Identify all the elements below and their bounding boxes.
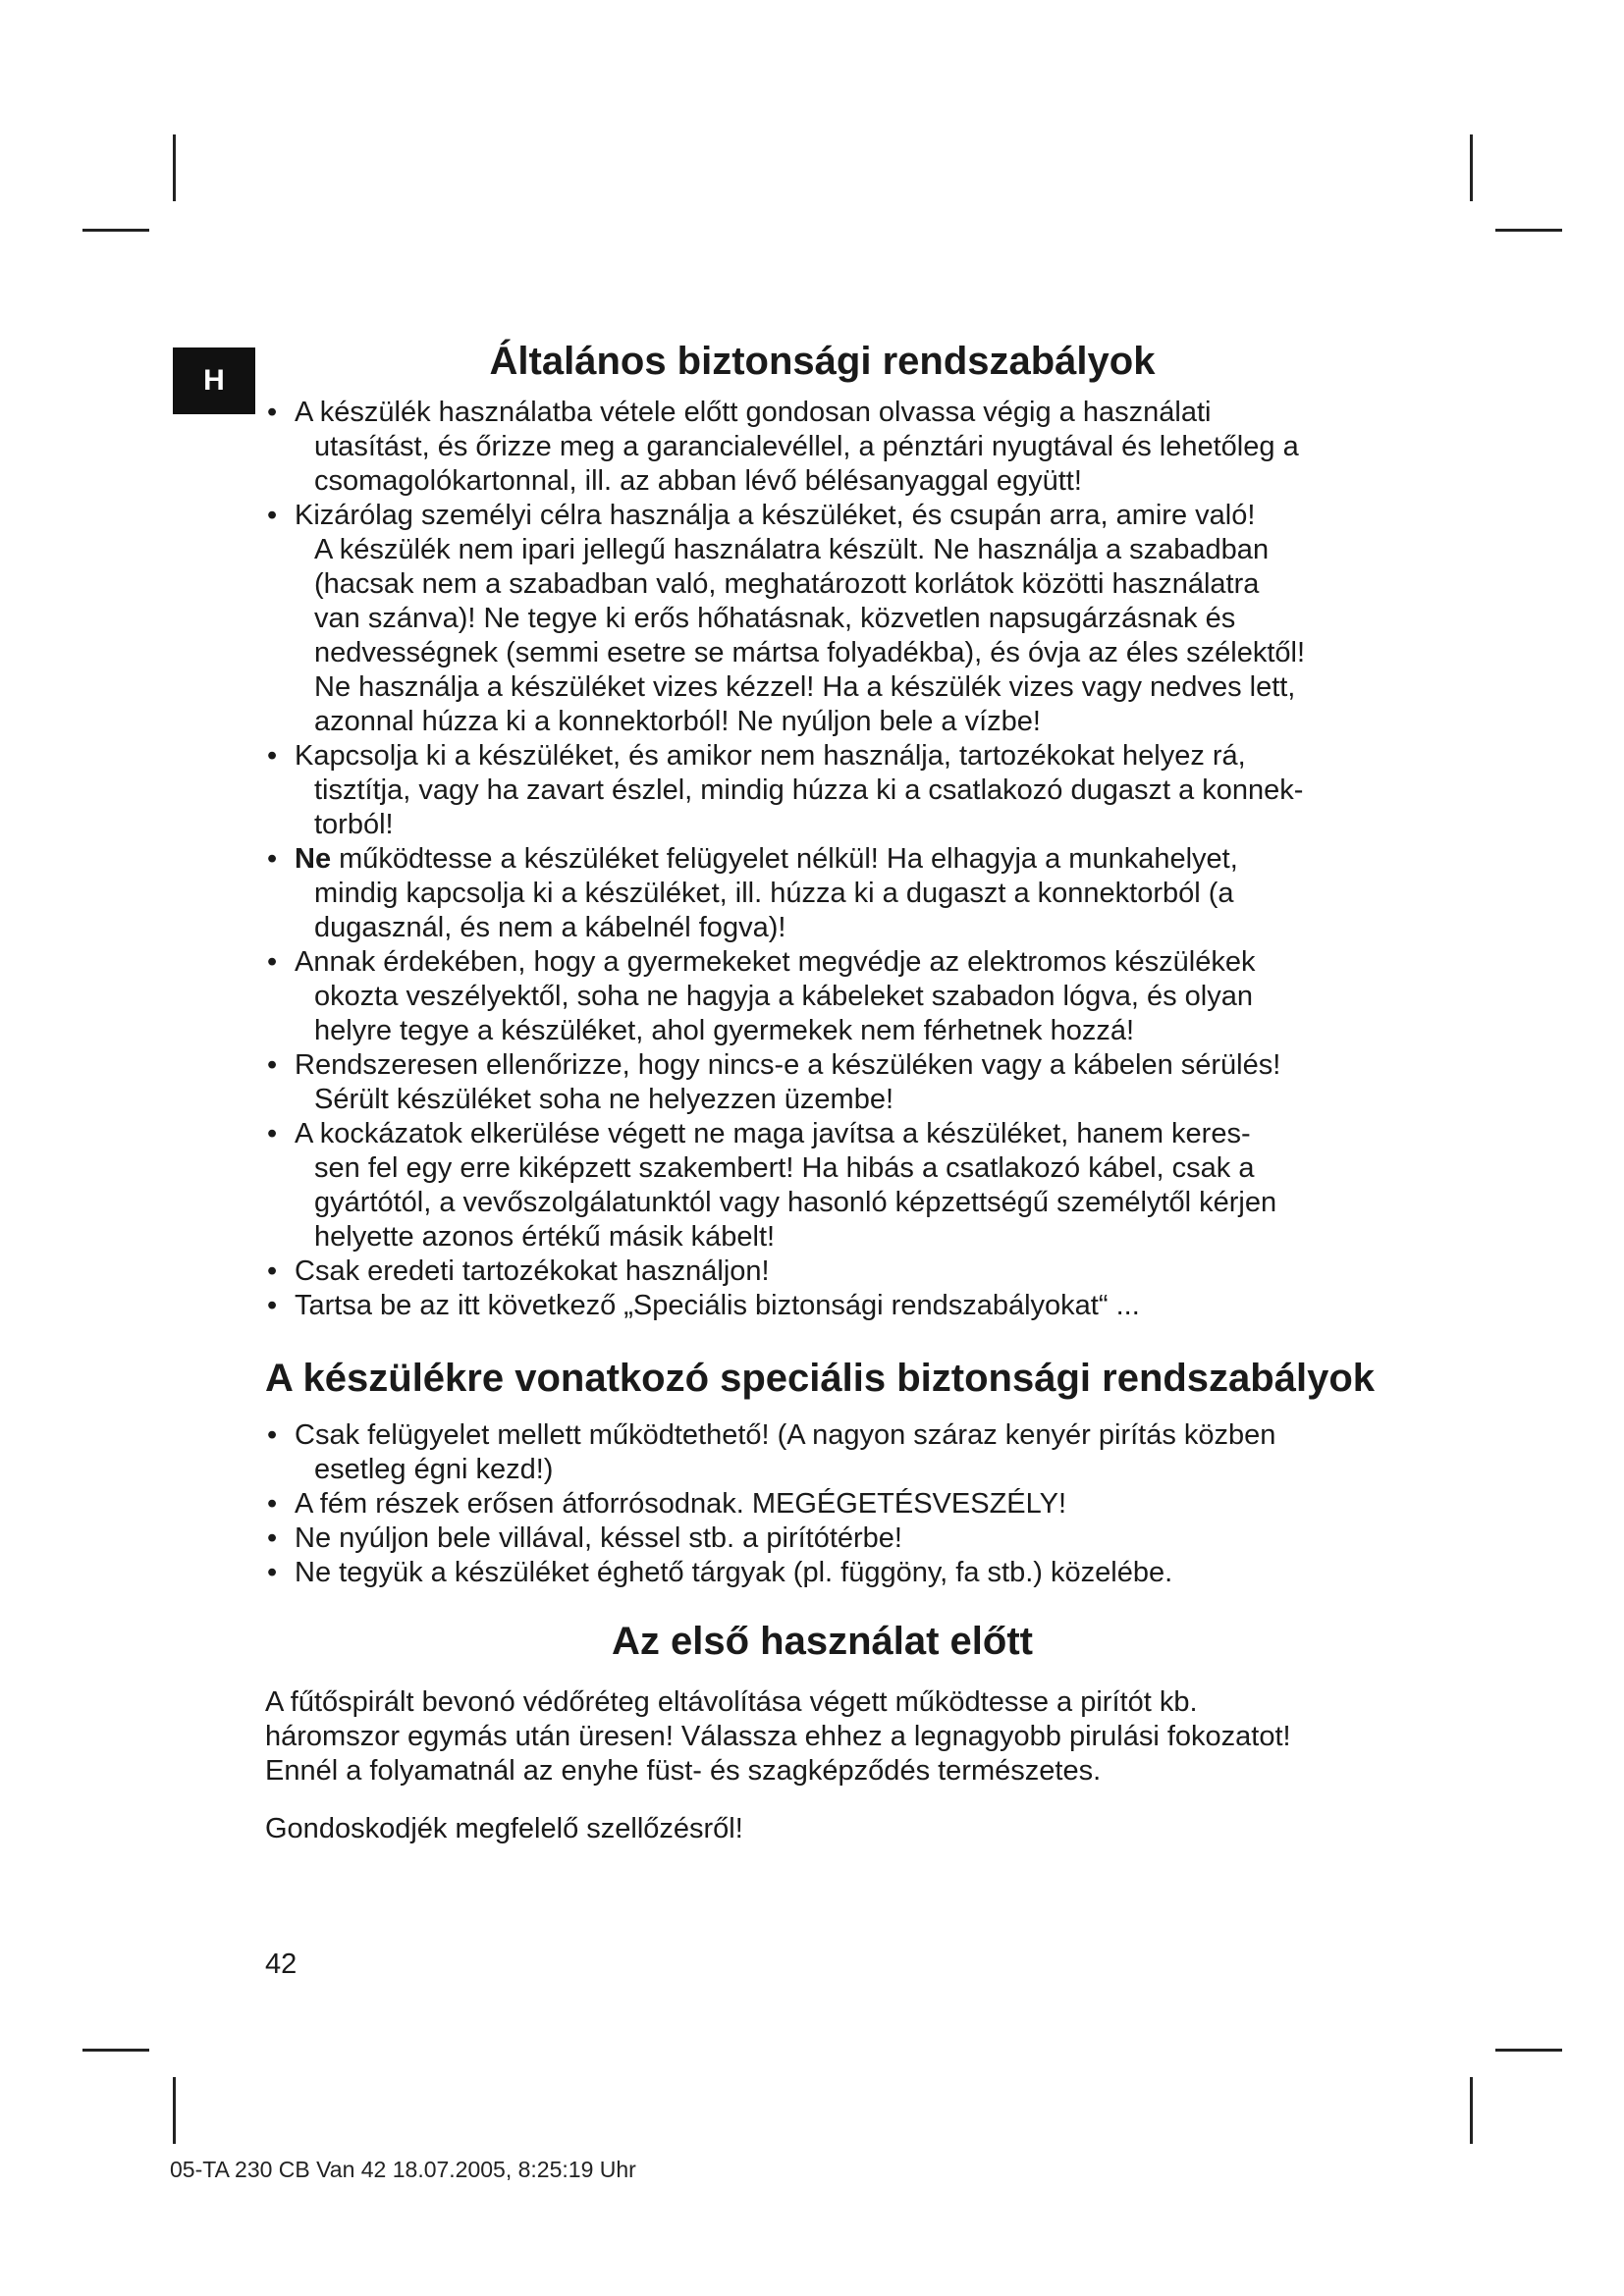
- list-item: • Kizárólag személyi célra használja a készüléket, és csupán arra, amire való! A készülék nem ipari jellegű használatra készült. Ne használja a szabadban (hacsak nem a szabadban való, meghatározott korlátok közötti használatra van szánva)! Ne tegye ki erős hőhatásnak, közvetlen napsugárzásnak és nedvességnek (semmi esetre se mártsa folyadékba), és óvja az éles szélektől! Ne használja a készüléket vizes kézzel! Ha a készülék vizes vagy nedves lett, azonnal húzza ki a konnektorból! Ne nyúljon bele a vízbe!: [265, 499, 1380, 739]
- crop-mark-top-right-v: [1470, 134, 1473, 201]
- crop-mark-bottom-right-h: [1495, 2049, 1562, 2052]
- crop-mark-top-left-h: [82, 229, 149, 232]
- list-item: • Csak felügyelet mellett működtethető! (A nagyon száraz kenyér pirítás közben esetleg égni kezd!): [265, 1418, 1380, 1487]
- list-item: • A fém részek erősen átforrósodnak. MEGÉGETÉSVESZÉLY!: [265, 1487, 1380, 1522]
- print-slug-footer: 05-TA 230 CB Van 42 18.07.2005, 8:25:19 Uhr: [170, 2157, 636, 2182]
- section-title-first-use: Az első használat előtt: [612, 1620, 1033, 1663]
- crop-mark-bottom-left-h: [82, 2049, 149, 2052]
- language-badge: H: [173, 347, 255, 414]
- first-use-paragraph: A fűtőspirált bevonó védőréteg eltávolítása végett működtesse a pirítót kb. háromszor egymás után üresen! Válassza ehhez a legnagyobb pirulási fokozatot! Ennél a folyamatnál az enyhe füst- és szagképződés természetes.: [265, 1686, 1291, 1787]
- emphasis-ne: Ne: [295, 843, 332, 875]
- page-number: 42: [265, 1949, 298, 1980]
- crop-mark-top-left-v: [173, 134, 176, 201]
- section-title-special-safety: A készülékre vonatkozó speciális biztonsági rendszabályok: [265, 1357, 1376, 1400]
- list-item: • Ne tegyük a készüléket éghető tárgyak (pl. függöny, fa stb.) közelébe.: [265, 1556, 1380, 1590]
- list-item: • Annak érdekében, hogy a gyermekeket megvédje az elektromos készülékek okozta veszélyektől, soha ne hagyja a kábeleket szabadon lógva, és olyan helyre tegye a készüléket, ahol gyermekek nem férhetnek hozzá!: [265, 945, 1380, 1048]
- list-item: • Kapcsolja ki a készüléket, és amikor nem használja, tartozékokat helyez rá, tisztítja, vagy ha zavart észlel, mindig húzza ki a csatlakozó dugaszt a konnek- torból!: [265, 739, 1380, 842]
- crop-mark-bottom-left-v: [173, 2077, 176, 2144]
- list-item: • Ne működtesse a készüléket felügyelet nélkül! Ha elhagyja a munkahelyet, mindig kapcsolja ki a készüléket, ill. húzza ki a dugaszt a konnektorból (a dugasznál, és nem a kábelnél fogva)!: [265, 842, 1380, 945]
- list-item: • A készülék használatba vétele előtt gondosan olvassa végig a használati utasítást, és őrizze meg a garancialevéllel, a pénztári nyugtával és lehetőleg a csomagolókartonnal, ill. az abban lévő bélésanyaggal együtt!: [265, 396, 1380, 499]
- general-safety-list: [265, 396, 1380, 1323]
- list-item: • Tartsa be az itt következő „Speciális biztonsági rendszabályokat“ ...: [265, 1289, 1380, 1323]
- crop-mark-bottom-right-v: [1470, 2077, 1473, 2144]
- list-item: • Rendszeresen ellenőrizze, hogy nincs-e a készüléken vagy a kábelen sérülés! Sérült készüléket soha ne helyezzen üzembe!: [265, 1048, 1380, 1117]
- list-item: • Ne nyúljon bele villával, késsel stb. a pirítótérbe!: [265, 1522, 1380, 1556]
- page-content: [265, 340, 1380, 1846]
- list-item: • A kockázatok elkerülése végett ne maga javítsa a készüléket, hanem keres- sen fel egy erre kiképzett szakembert! Ha hibás a csatlakozó kábel, csak a gyártótól, a vevőszolgálatunktól vagy hasonló képzettségű személytől kérjen helyette azonos értékű másik kábelt!: [265, 1117, 1380, 1255]
- special-safety-list: [265, 1418, 1380, 1590]
- crop-mark-top-right-h: [1495, 229, 1562, 232]
- list-item: • Csak eredeti tartozékokat használjon!: [265, 1255, 1380, 1289]
- section-title-general-safety: Általános biztonsági rendszabályok: [489, 340, 1156, 383]
- ventilation-note: Gondoskodjék megfelelő szellőzésről!: [265, 1813, 743, 1844]
